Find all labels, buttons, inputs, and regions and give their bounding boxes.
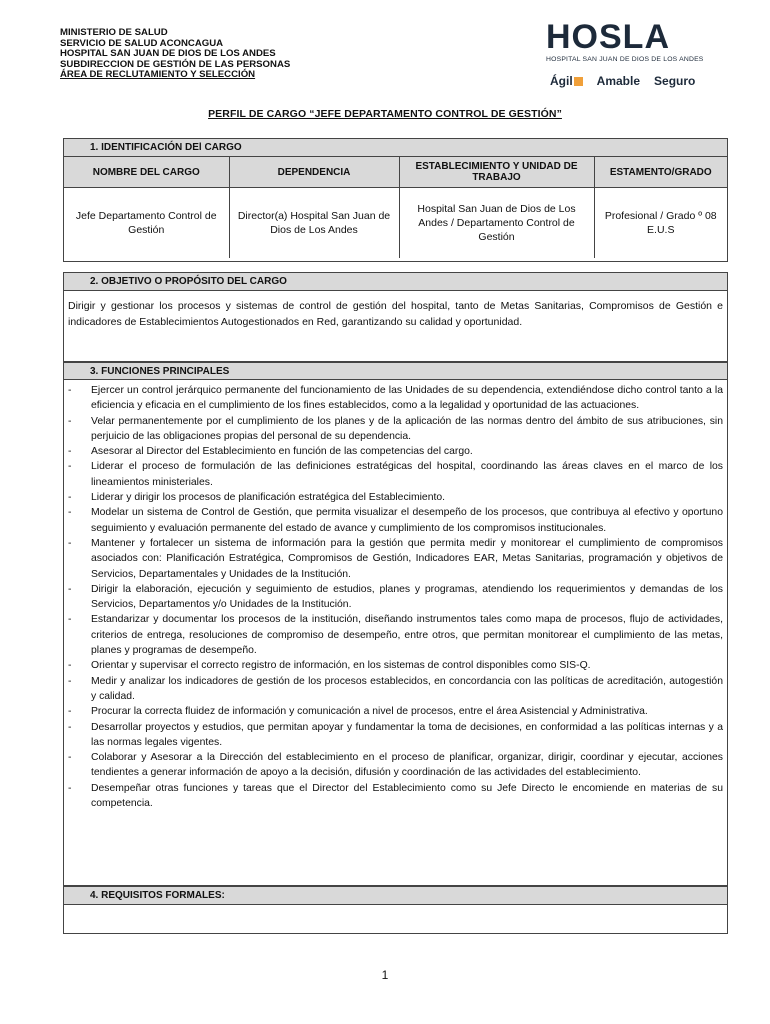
section-4-heading: 4. REQUISITOS FORMALES: [64,887,727,905]
section-2-heading: 2. OBJETIVO O PROPÓSITO DEL CARGO [64,273,727,291]
org-line-ministry: MINISTERIO DE SALUD [60,27,168,38]
orange-square-icon [574,77,583,86]
logo-subtitle: HOSPITAL SAN JUAN DE DIOS DE LOS ANDES [546,56,704,63]
column-header: ESTABLECIMIENTO Y UNIDAD DE TRABAJO [399,157,594,188]
cell-nombre-cargo: Jefe Departamento Control de Gestión [64,188,229,259]
section-identification [63,138,728,262]
list-item: - Colaborar y Asesorar a la Dirección del establecimiento en el proceso de planificar, organizar, dirigir, coordinar y ejecutar, acciones tendientes a generar información de apoyo a la decisión, difusión y coordinación de las actividades del establecimiento. [68,752,723,779]
logo-tagline [550,74,695,88]
list-item: - Estandarizar y documentar los procesos de la institución, diseñando instrumentos tales como mapa de procesos, flujo de actividades, criterios de entrega, resoluciones de compromiso de desempeño, entre otros, que permitan monitorear el cumplimiento de las metas, planes y programas de desempeño. [68,614,723,657]
list-item: - Medir y analizar los indicadores de gestión de los procesos establecidos, en concordancia con las políticas de acreditación, autogestión y calidad. [68,675,723,702]
list-item: - Liderar el proceso de formulación de las definiciones estratégicas del hospital, coordinando las áreas claves en el marco de los lineamientos ministeriales. [68,461,723,488]
list-item: - Liderar y dirigir los procesos de planificación estratégica del Establecimiento. [68,492,446,504]
tag-amable: Amable [596,74,641,88]
section-functions [63,362,728,886]
column-header: DEPENDENCIA [229,157,399,188]
list-item: - Mantener y fortalecer un sistema de información para la gestión que permita medir y monitorear el cumplimiento de compromisos asociados con: Planificación Estratégica, Compromisos de Gestión, Indicadores EAR, Metas Sanitarias, programación y objetivos de Servicios, Departamentales y Unidades de la Institución. [68,537,723,580]
list-item: - Procurar la correcta fluidez de información y comunicación a nivel de procesos, entre el área Asistencial y Administrativa. [68,706,648,718]
document-title: PERFIL DE CARGO “JEFE DEPARTAMENTO CONTROL DE GESTIÓN” [208,108,562,120]
org-line-subdirection: SUBDIRECCION DE GESTIÓN DE LAS PERSONAS [60,58,291,70]
table-header-row [64,157,727,188]
section-3-heading: 3. FUNCIONES PRINCIPALES [64,362,727,380]
list-item: - Modelar un sistema de Control de Gestión, que permita visualizar el desempeño de los procesos, que contribuya al efectivo y oportuno seguimiento y evaluación permanente del estado de avance y cumplimiento de los compromisos institucionales. [68,507,723,534]
column-header: NOMBRE DEL CARGO [64,157,229,188]
list-item: - Dirigir la elaboración, ejecución y seguimiento de estudios, planes y programas, atendiendo los requerimientos y demandas de los Servicios, Departamentos y/o Unidades de la Institución. [68,583,723,611]
org-line-service: SERVICIO DE SALUD ACONCAGUA [60,37,224,49]
identification-table [64,157,727,258]
cell-estamento: Profesional / Grado º 08 E.U.S [594,188,727,259]
list-item: - Ejercer un control jerárquico permanente del funcionamiento de las Unidades de su dependencia, extendiéndose dicho control tanto a la eficiencia y eficacia en el cumplimiento de los fines establecidos, como a la legalidad y oportunidad de las actuaciones. [68,385,723,412]
list-item: - Velar permanentemente por el cumplimiento de los planes y de la aplicación de las normas dentro del ámbito de sus atribuciones, sin perjuicio de las obligaciones propias del personal de su dependencia. [68,415,723,442]
list-item: - Orientar y supervisar el correcto registro de información, en los sistemas de control disponibles como SIS-Q. [68,660,591,672]
column-header: ESTAMENTO/GRADO [594,157,727,188]
org-line-area: ÁREA DE RECLUTAMIENTO Y SELECCIÓN [60,69,256,81]
section-objective [63,272,728,362]
org-line-hospital: HOSPITAL SAN JUAN DE DIOS DE LOS ANDES [60,48,276,60]
table-row [64,188,727,259]
page-number: 1 [381,968,389,982]
list-item: - Desempeñar otras funciones y tareas que el Director del Establecimiento como su Jefe Directo le encomiende en materias de su competencia. [68,782,723,810]
functions-list [64,380,727,813]
cell-dependencia: Director(a) Hospital San Juan de Dios de Los Andes [229,188,399,259]
organization-header [60,28,290,81]
tag-seguro: Seguro [654,74,696,88]
section-requirements [63,886,728,934]
list-item: - Desarrollar proyectos y estudios, que permitan apoyar y fundamentar la toma de decisiones, en conformidad a las políticas internas y a las normas legales vigentes. [68,721,723,748]
logo-wordmark: HOSLA [546,18,670,56]
objective-text: Dirigir y gestionar los procesos y sistemas de control de gestión del hospital, tanto de Metas Sanitarias, Compromisos de Gestión e indicadores de Establecimientos Autogestionados en Red, garantizando su calidad y oportunidad. [68,300,723,328]
section-1-heading: 1. IDENTIFICACIÓN DEl CARGO [64,139,727,157]
list-item: - Asesorar al Director del Establecimiento en función de las competencias del cargo. [68,446,473,458]
tag-agil: Ágil [550,74,583,88]
cell-establecimiento: Hospital San Juan de Dios de Los Andes / Departamento Control de Gestión [399,188,594,259]
